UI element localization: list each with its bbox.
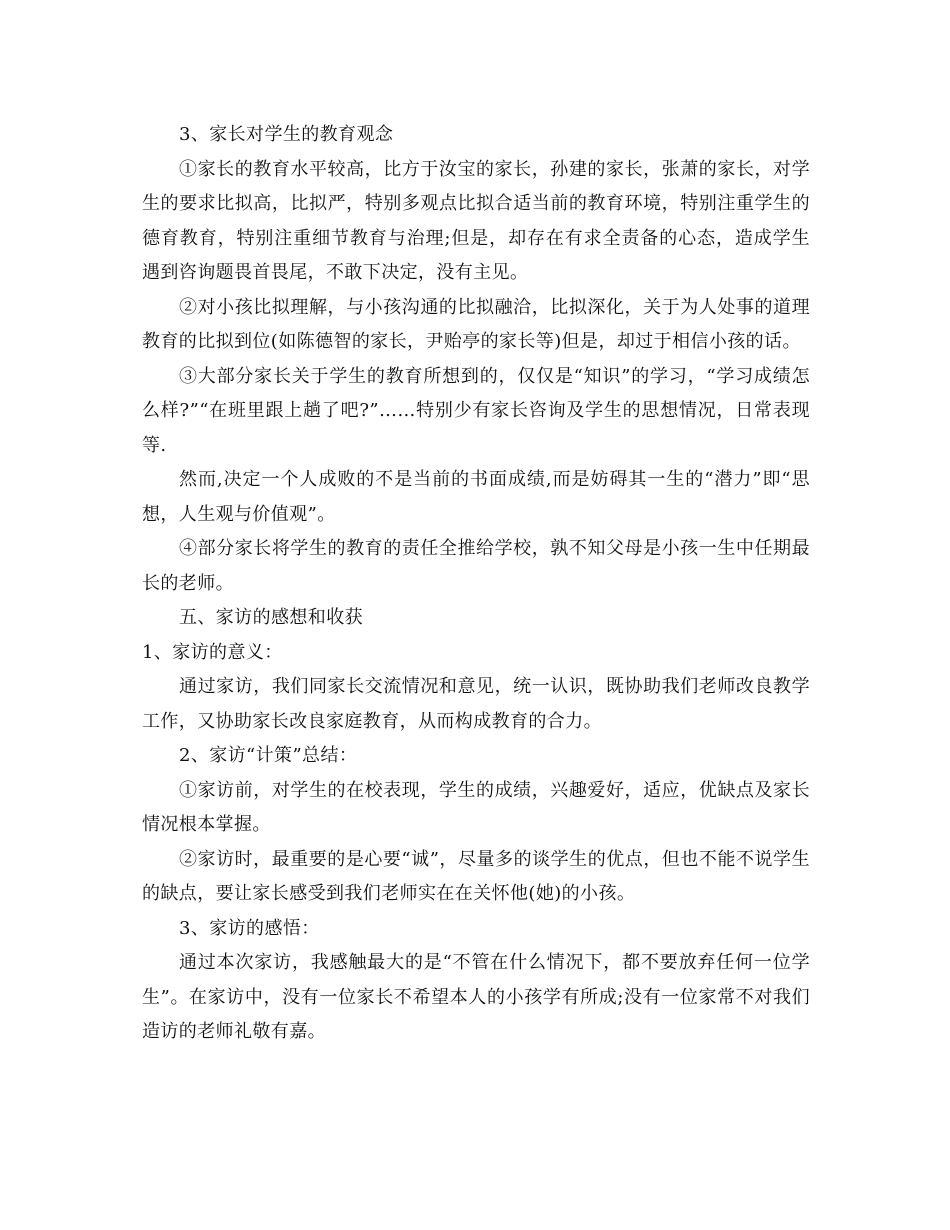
subheading-meaning: 1、家访的意义： (142, 641, 283, 663)
paragraph-strategy-2: ②家访时，最重要的是心要“诚”，尽量多的谈学生的优点，但也不能不说学生的缺点，要让家长感受到我们老师实在在关怀他(她)的小孩。 (142, 848, 810, 904)
paragraph-however: 然而,决定一个人成败的不是当前的书面成绩,而是妨碍其一生的“潜力”即“思想，人生观与价值观”。 (142, 469, 810, 525)
paragraph-meaning: 通过家访，我们同家长交流情况和意见，统一认识，既协助我们老师改良教学工作，又协助家长改良家庭教育，从而构成教育的合力。 (142, 676, 810, 732)
subheading-strategy: 2、家访“计策”总结： (179, 745, 358, 766)
section-heading-parents-views: 3、家长对学生的教育观念 (179, 124, 394, 145)
paragraph-insight: 通过本次家访，我感触最大的是“不管在什么情况下，都不要放弃任何一位学生”。在家访中，没有一位家长不希望本人的小孩学有所成;没有一位家常不对我们造访的老师礼敬有嘉。 (142, 952, 810, 1042)
paragraph-point-3: ③大部分家长关于学生的教育所想到的，仅仅是“知识”的学习，“学习成绩怎么样?”“在班里跟上趟了吧?”……特别少有家长咨询及学生的思想情况，日常表现等. (142, 365, 810, 456)
paragraph-point-4: ④部分家长将学生的教育的责任全推给学校，孰不知父母是小孩一生中任期最长的老师。 (142, 538, 810, 594)
paragraph-point-1: ①家长的教育水平较高，比方于汝宝的家长，孙建的家长，张萧的家长，对学生的要求比拟高，比拟严，特别多观点比拟合适当前的教育环境，特别注重学生的德育教育，特别注重细节教育与治理;但是，却存在有求全责备的心态，造成学生遇到咨询题畏首畏尾，不敢下决定，没有主见。 (142, 158, 810, 283)
section-heading-five: 五、家访的感想和收获 (179, 607, 363, 628)
paragraph-point-2: ②对小孩比拟理解，与小孩沟通的比拟融洽，比拟深化，关于为人处事的道理教育的比拟到位(如陈德智的家长，尹贻亭的家长等)但是，却过于相信小孩的话。 (142, 296, 810, 352)
paragraph-strategy-1: ①家访前，对学生的在校表现，学生的成绩，兴趣爱好，适应，优缺点及家长情况根本掌握。 (142, 779, 810, 835)
document-body (142, 118, 810, 1050)
subheading-insight: 3、家访的感悟： (179, 917, 320, 939)
